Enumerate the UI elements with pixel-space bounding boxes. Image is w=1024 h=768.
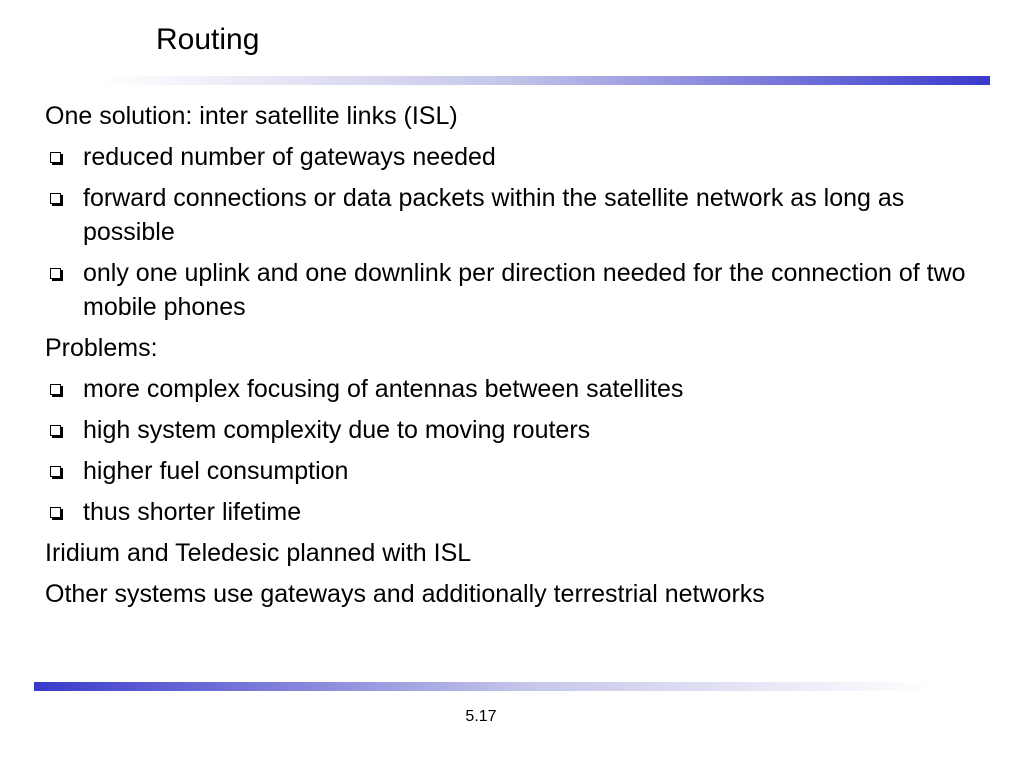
hollow-square-bullet-icon — [50, 193, 61, 204]
hollow-square-bullet-icon — [50, 152, 61, 163]
content-paragraph: Problems: — [45, 334, 158, 362]
bullet-item — [45, 140, 995, 174]
hollow-square-bullet-icon — [50, 425, 61, 436]
content-paragraph: Iridium and Teledesic planned with ISL — [45, 539, 472, 567]
bullet-item — [45, 495, 995, 529]
slide-content — [45, 99, 995, 618]
bullet-item — [45, 372, 995, 406]
slide-number: 5.17 — [465, 708, 497, 725]
bullet-item — [45, 454, 995, 488]
bullet-item — [45, 181, 995, 249]
slide-title: Routing — [156, 23, 260, 56]
bullet-item — [45, 256, 995, 324]
bullet-text: more complex focusing of antennas between satellites — [83, 375, 684, 403]
footer-rule — [34, 682, 934, 691]
content-paragraph: Other systems use gateways and additionally terrestrial networks — [45, 580, 765, 608]
hollow-square-bullet-icon — [50, 384, 61, 395]
bullet-text: thus shorter lifetime — [83, 498, 302, 526]
bullet-item — [45, 413, 995, 447]
bullet-text: reduced number of gateways needed — [83, 143, 496, 171]
hollow-square-bullet-icon — [50, 466, 61, 477]
hollow-square-bullet-icon — [50, 268, 61, 279]
bullet-text: higher fuel consumption — [83, 457, 349, 485]
bullet-text: high system complexity due to moving routers — [83, 416, 591, 444]
hollow-square-bullet-icon — [50, 507, 61, 518]
bullet-text: forward connections or data packets within the satellite network as long as possible — [83, 184, 905, 246]
bullet-text: only one uplink and one downlink per direction needed for the connection of two mobile phones — [83, 259, 966, 321]
title-underline-rule — [100, 76, 990, 85]
content-paragraph: One solution: inter satellite links (ISL) — [45, 102, 458, 130]
